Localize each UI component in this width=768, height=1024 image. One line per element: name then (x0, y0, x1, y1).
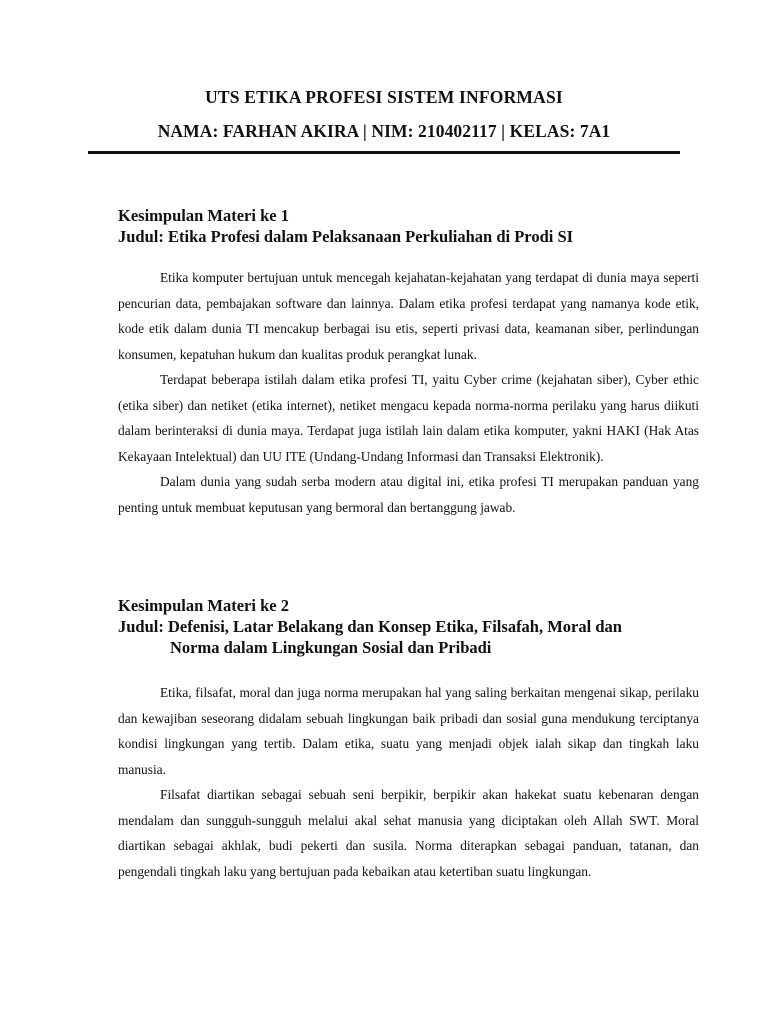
section-subtitle-line: Judul: Etika Profesi dalam Pelaksanaan Perkuliahan di Prodi SI (118, 227, 574, 246)
section-subtitle (118, 616, 699, 658)
section-subtitle-line: Judul: Defenisi, Latar Belakang dan Konsep Etika, Filsafah, Moral dan (118, 617, 622, 636)
paragraph: Filsafat diartikan sebagai sebuah seni berpikir, berpikir akan hakekat suatu kebenaran dengan mendalam dan sungguh-sungguh melalui akal sehat manusia yang diciptakan oleh Allah SWT. Moral diartikan sebagai akhlak, budi pekerti dan susila. Norma diterapkan sebagai panduan, tatanan, dan pengendali tingkah laku yang bertujuan pada kebaikan atau ketertiban suatu lingkungan. (118, 787, 699, 879)
section-materi-1 (118, 205, 699, 520)
paragraph: Etika komputer bertujuan untuk mencegah kejahatan-kejahatan yang terdapat di dunia maya seperti pencurian data, pembajakan software dan lainnya. Dalam etika profesi terdapat yang namanya kode etik, kode etik dalam dunia TI mencakup berbagai isu etis, seperti privasi data, keamanan siber, perlindungan konsumen, kepatuhan hukum dan kualitas produk perangkat lunak. (118, 270, 699, 362)
section-materi-2 (118, 595, 699, 884)
section-body (118, 680, 699, 884)
paragraph: Terdapat beberapa istilah dalam etika profesi TI, yaitu Cyber crime (kejahatan siber), Cyber ethic (etika siber) dan netiket (etika internet), netiket mengacu kepada norma-norma perilaku yang harus diikuti dalam berinteraksi di dunia maya. Terdapat juga istilah lain dalam etika komputer, yakni HAKI (Hak Atas Kekayaan Intelektual) dan UU ITE (Undang-Undang Informasi dan Transaksi Elektronik). (118, 372, 699, 464)
paragraph: Dalam dunia yang sudah serba modern atau digital ini, etika profesi TI merupakan panduan yang penting untuk membuat keputusan yang bermoral dan bertanggung jawab. (118, 474, 699, 515)
document-title: UTS ETIKA PROFESI SISTEM INFORMASI (205, 87, 563, 107)
header-divider (88, 151, 680, 154)
section-subtitle (118, 226, 699, 247)
section-heading: Kesimpulan Materi ke 2 (118, 596, 289, 615)
student-info: NAMA: FARHAN AKIRA | NIM: 210402117 | KELAS: 7A1 (157, 121, 611, 141)
section-heading: Kesimpulan Materi ke 1 (118, 206, 289, 225)
section-body (118, 265, 699, 520)
section-subtitle-line: Norma dalam Lingkungan Sosial dan Pribadi (170, 638, 492, 657)
paragraph: Etika, filsafat, moral dan juga norma merupakan hal yang saling berkaitan mengenai sikap, perilaku dan kewajiban seseorang didalam sebuah lingkungan baik pribadi dan sosial guna mendukung terciptanya kondisi lingkungan yang tertib. Dalam etika, suatu yang menjadi objek ialah sikap dan tingkah laku manusia. (118, 685, 699, 777)
document-header (0, 84, 768, 144)
